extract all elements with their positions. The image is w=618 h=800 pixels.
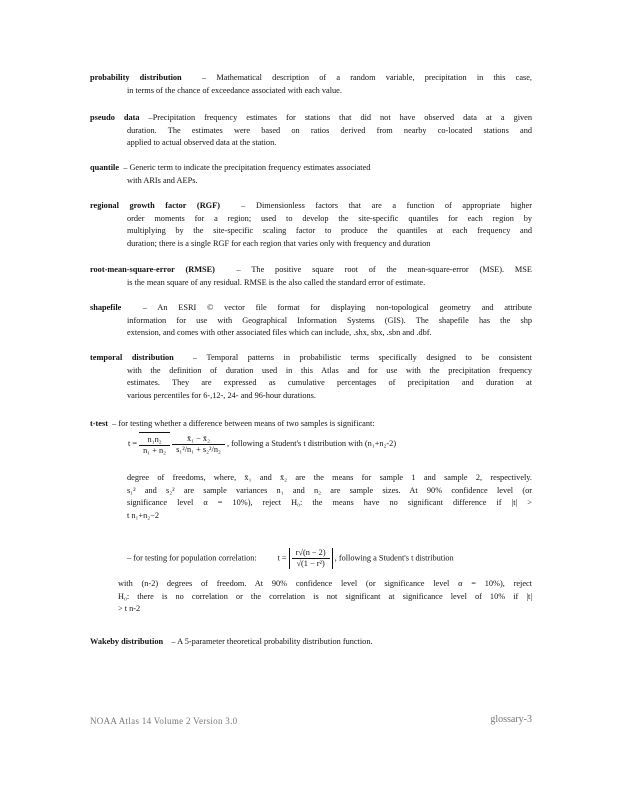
definition-line: – for testing whether a difference between means of two samples is significant:	[112, 419, 375, 428]
entry-t-test	[90, 418, 532, 431]
definition-line: –Precipitation frequency estimates for stations that did not have observed data at a given	[148, 113, 533, 122]
term: t-test	[90, 419, 108, 428]
definition-line: multiplying by the site-specific scaling factor to produce the quantiles at each frequency and	[127, 226, 532, 236]
equation-numerator: x̄₁ − x̄₂	[172, 434, 225, 445]
definition-line: t n₁+n₂−2	[127, 510, 159, 520]
entry-pseudo-data	[90, 112, 532, 150]
equation-denominator: √(1 − r²)	[296, 559, 325, 568]
entry-temporal-distribution	[90, 352, 532, 402]
t-test-equation	[128, 432, 396, 456]
correlation-test-line	[127, 548, 454, 569]
definition-line: duration. The estimates were based on ratios derived from nearby co-located stations and	[127, 125, 532, 135]
definition-line: extension, and comes with other associated files which can include, .shx, sbx, .sbn and .dbf.	[127, 328, 432, 338]
equation-fraction	[172, 434, 225, 455]
definition-line: applied to actual observed data at the station.	[127, 138, 277, 148]
definition-line: degree of freedoms, where, x̄₁ and x̄₂ are the means for sample 1 and sample 2, respectively.	[127, 473, 532, 482]
definition-line: – Generic term to indicate the precipitation frequency estimates associated	[123, 163, 371, 172]
entry-wakeby-distribution	[90, 636, 532, 649]
term: pseudo data	[90, 113, 140, 122]
definition-line: – Temporal patterns in probabilistic terms specifically designed to be consistent	[192, 353, 532, 362]
definition-line: – An ESRI © vector file format for displaying non-topological geometry and attribute	[142, 303, 532, 312]
equation-tail: , following a Student's t distribution	[334, 553, 454, 563]
definition-line: – The positive square root of the mean-square-error (MSE). MSE	[236, 265, 532, 274]
definition-line: > t n-2	[118, 604, 141, 614]
equation-lhs: t =	[277, 553, 287, 563]
equation-fraction	[139, 435, 170, 456]
correlation-explanation	[90, 578, 532, 616]
definition-line: s₁² and s₂² are sample variances n₁ and n₂ are sample sizes. At 90% confidence level (or	[127, 485, 532, 495]
definition-line: – A 5-parameter theoretical probability distribution function.	[171, 637, 373, 646]
definition-line: is the mean square of any residual. RMSE is the also called the standard error of estimate.	[127, 277, 426, 287]
definition-line: – Mathematical description of a random variable, precipitation in this case,	[202, 73, 532, 82]
equation-denominator: s₁²/n₁ + s₂²/n₂	[176, 444, 221, 454]
definition-line: significance level α = 10%), reject H₀: the means have no significant difference if |t| >	[127, 498, 532, 508]
definition-line: order moments for a region; used to develop the site-specific quantiles for each region by	[127, 213, 532, 223]
term: regional growth factor (RGF)	[90, 201, 220, 210]
term: root-mean-square-error (RMSE)	[90, 265, 215, 274]
equation-numerator: r√(n − 2)	[292, 548, 330, 559]
entry-probability-distribution	[90, 72, 532, 97]
term: shapefile	[90, 303, 122, 312]
equation-numerator: n₁n₂	[139, 435, 170, 446]
definition-line: with (n-2) degrees of freedom. At 90% confidence level (or significance level α = 10%), reject	[118, 579, 532, 588]
term: probability distribution	[90, 73, 182, 82]
definition-line: estimates. They are expressed as cumulative percentages of precipitation and duration at	[127, 378, 532, 388]
entry-regional-growth-factor	[90, 200, 532, 250]
definition-line: various percentiles for 6-,12-, 24- and 96-hour durations.	[127, 390, 316, 400]
t-test-explanation	[90, 472, 532, 522]
equation-denominator: n₁ + n₂	[143, 446, 167, 455]
footer-page-number: glossary-3	[490, 714, 532, 725]
equation-tail: , following a Student's t distribution with (n₁+n₂-2)	[226, 438, 397, 448]
footer-document-id: NOAA Atlas 14 Volume 2 Version 3.0	[90, 716, 238, 726]
entry-quantile	[90, 162, 532, 187]
term: quantile	[90, 163, 120, 172]
definition-line: with the definition of duration used in this Atlas and for use with the precipitation frequency	[127, 365, 532, 375]
definition-line: information for use with Geographical Information Systems (GIS). The shapefile has the shp	[127, 315, 532, 325]
definition-line: H₀: there is no correlation or the correlation is not significant at significance level of 10% if |t|	[118, 591, 532, 601]
definition-line: duration; there is a single RGF for each region that varies only with frequency and duration	[127, 238, 431, 248]
equation-fraction	[292, 548, 330, 569]
term: Wakeby distribution	[90, 637, 164, 646]
definition-line: – Dimensionless factors that are a function of appropriate higher	[241, 201, 532, 210]
definition-line: in terms of the chance of exceedance associated with each value.	[127, 85, 342, 95]
term: temporal distribution	[90, 353, 174, 362]
entry-shapefile	[90, 302, 532, 340]
equation-lhs: t =	[128, 438, 138, 448]
definition-line: with ARIs and AEPs.	[127, 175, 198, 185]
entry-rmse	[90, 264, 532, 289]
definition-line: – for testing for population correlation:	[127, 553, 257, 563]
